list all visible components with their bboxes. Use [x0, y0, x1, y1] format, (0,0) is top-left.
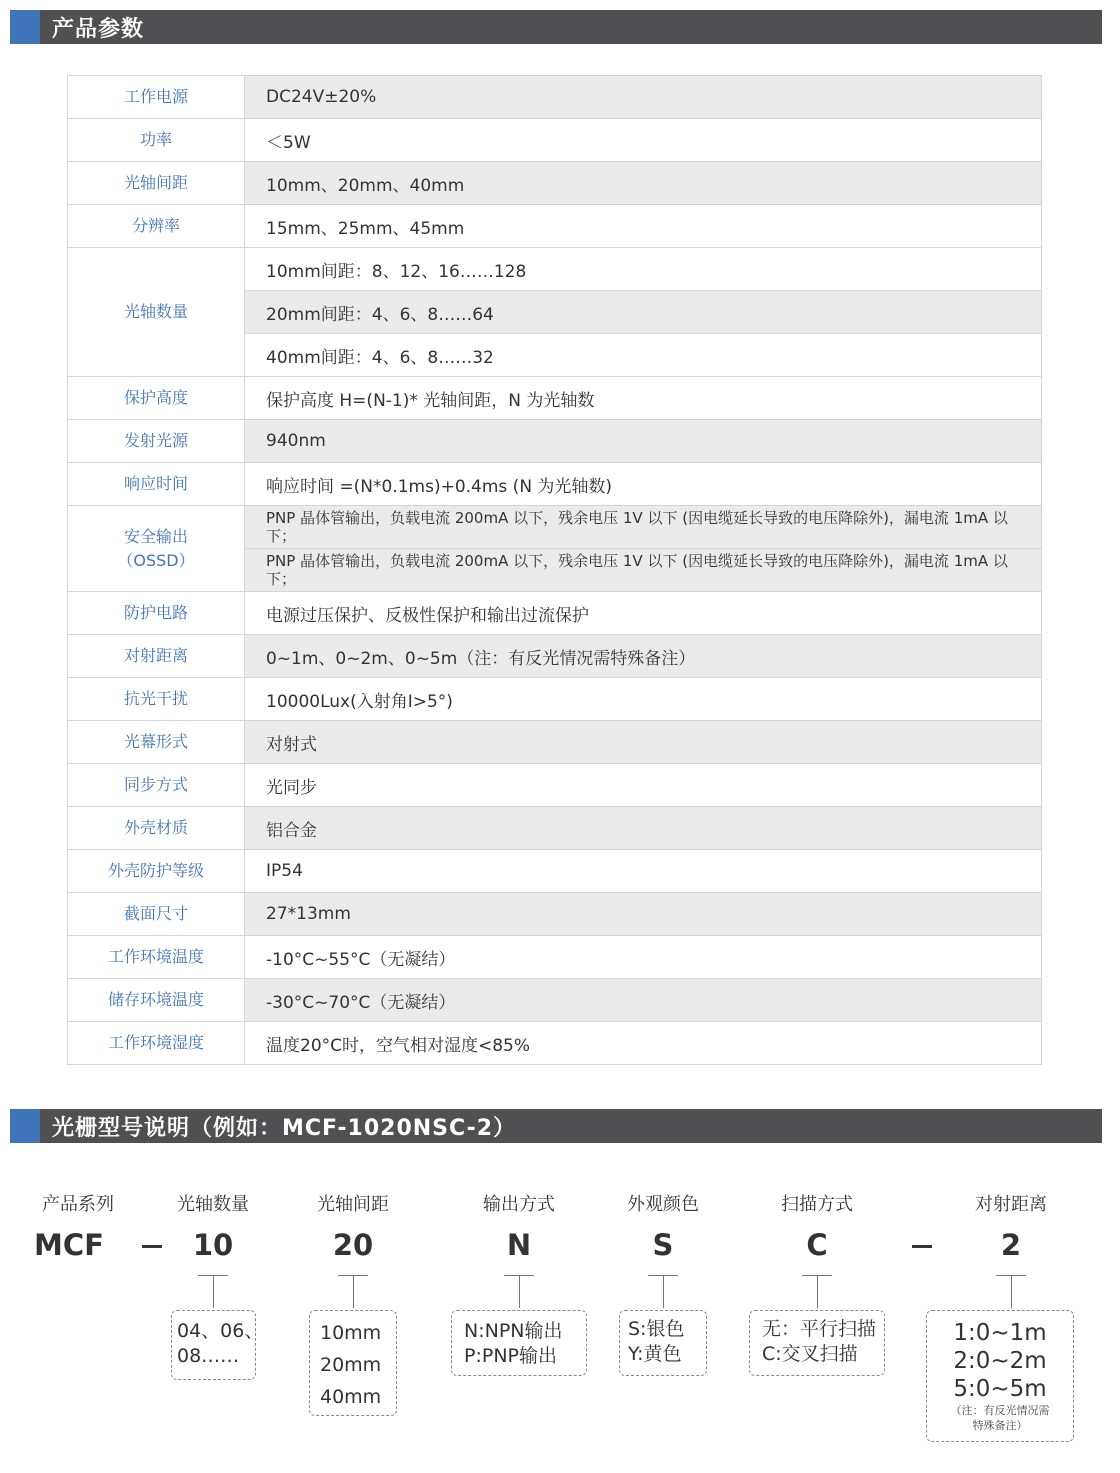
spec-value: -30°C~70°C（无凝结） — [245, 979, 1042, 1022]
category-scan: 扫描方式 — [781, 1194, 853, 1215]
header-accent — [10, 10, 40, 44]
note-line: （注：有反光情况需 — [950, 1404, 1050, 1417]
spec-row — [68, 936, 1042, 979]
option-line: Y:黄色 — [628, 1343, 682, 1365]
code-distance: 2 — [1000, 1228, 1022, 1262]
spec-value: 40mm间距：4、6、8……32 — [245, 334, 1042, 377]
spec-label-line: 安全输出 — [123, 526, 188, 546]
connector — [1011, 1276, 1012, 1308]
option-line: N:NPN输出 — [464, 1320, 563, 1342]
category-color: 外观颜色 — [627, 1194, 699, 1215]
spec-label: 光轴间距 — [68, 162, 245, 205]
option-line: 04、06、 — [177, 1320, 264, 1342]
spec-label: 外壳材质 — [68, 807, 245, 850]
spec-value: 保护高度 H=(N-1)* 光轴间距，N 为光轴数 — [245, 377, 1042, 420]
code-color: S — [652, 1228, 674, 1262]
option-line: 20mm — [320, 1354, 382, 1376]
spec-row — [68, 807, 1042, 850]
option-line: 08…… — [177, 1345, 240, 1367]
code-output: N — [506, 1228, 532, 1262]
code-axis-count: 10 — [192, 1228, 234, 1262]
options-distance — [926, 1310, 1074, 1442]
spec-value: -10°C~55°C（无凝结） — [245, 936, 1042, 979]
spec-row — [68, 592, 1042, 635]
spec-row — [68, 979, 1042, 1022]
options-axis-spacing — [309, 1310, 397, 1416]
section-title: 光栅型号说明（例如：MCF-1020NSC-2） — [52, 1115, 517, 1141]
connector — [353, 1276, 354, 1308]
category-axis-count: 光轴数量 — [177, 1194, 249, 1215]
spec-label: 工作环境湿度 — [68, 1022, 245, 1065]
connector — [663, 1276, 664, 1308]
spec-row — [68, 463, 1042, 506]
spec-value: ＜5W — [245, 119, 1042, 162]
section-title: 产品参数 — [52, 16, 145, 42]
spec-label — [68, 506, 245, 592]
option-line: 5:0~5m — [953, 1376, 1047, 1402]
spec-label-line: （OSSD） — [117, 550, 195, 570]
option-line: 2:0~2m — [953, 1348, 1047, 1374]
spec-value: PNP 晶体管输出，负载电流 200mA 以下，残余电压 1V 以下 (因电缆延长导致的电压降除外)，漏电流 1mA 以下； — [245, 549, 1042, 592]
spec-label: 同步方式 — [68, 764, 245, 807]
spec-label: 分辨率 — [68, 205, 245, 248]
section-header-model — [10, 1109, 1102, 1143]
options-scan — [749, 1310, 885, 1376]
spec-value: 20mm间距：4、6、8……64 — [245, 291, 1042, 334]
spec-label: 保护高度 — [68, 377, 245, 420]
code-scan: C — [806, 1228, 828, 1262]
spec-value: 940nm — [245, 420, 1042, 463]
spec-label: 外壳防护等级 — [68, 850, 245, 893]
code-dash — [912, 1245, 932, 1248]
spec-value: 27*13mm — [245, 893, 1042, 936]
spec-row — [68, 893, 1042, 936]
note-line: 特殊备注） — [972, 1419, 1028, 1432]
spec-label: 功率 — [68, 119, 245, 162]
spec-row — [68, 850, 1042, 893]
option-line: 无：平行扫描 — [762, 1318, 877, 1340]
spec-value: 10000Lux(入射角I>5°) — [245, 678, 1042, 721]
category-distance: 对射距离 — [975, 1194, 1047, 1215]
spec-row — [68, 721, 1042, 764]
option-line: 10mm — [320, 1322, 382, 1344]
spec-label: 发射光源 — [68, 420, 245, 463]
spec-label: 截面尺寸 — [68, 893, 245, 936]
spec-row — [68, 248, 1042, 291]
option-line: S:银色 — [628, 1318, 685, 1340]
spec-value: 铝合金 — [245, 807, 1042, 850]
code-axis-spacing: 20 — [332, 1228, 374, 1262]
spec-value: 10mm、20mm、40mm — [245, 162, 1042, 205]
spec-row — [68, 76, 1042, 119]
options-color — [619, 1310, 707, 1376]
spec-row — [68, 119, 1042, 162]
spec-value: 电源过压保护、反极性保护和输出过流保护 — [245, 592, 1042, 635]
spec-row — [68, 506, 1042, 549]
section-header-params — [10, 10, 1102, 44]
spec-row — [68, 1022, 1042, 1065]
category-axis-spacing: 光轴间距 — [317, 1194, 389, 1215]
spec-value: 对射式 — [245, 721, 1042, 764]
spec-value: 光同步 — [245, 764, 1042, 807]
header-accent — [10, 1109, 40, 1143]
spec-value: 温度20°C时，空气相对湿度<85% — [245, 1022, 1042, 1065]
spec-row — [68, 205, 1042, 248]
category-output: 输出方式 — [483, 1194, 555, 1215]
connector — [817, 1276, 818, 1308]
spec-value: IP54 — [245, 850, 1042, 893]
spec-value: 0~1m、0~2m、0~5m（注：有反光情况需特殊备注） — [245, 635, 1042, 678]
code-dash — [142, 1245, 162, 1248]
option-line: C:交叉扫描 — [762, 1343, 858, 1365]
spec-row — [68, 678, 1042, 721]
spec-value: PNP 晶体管输出，负载电流 200mA 以下，残余电压 1V 以下 (因电缆延长导致的电压降除外)，漏电流 1mA 以下； — [245, 506, 1042, 549]
spec-value: 10mm间距：8、12、16……128 — [245, 248, 1042, 291]
option-line: 1:0~1m — [953, 1320, 1047, 1346]
spec-row — [68, 635, 1042, 678]
spec-row — [68, 764, 1042, 807]
spec-label: 响应时间 — [68, 463, 245, 506]
spec-label: 光幕形式 — [68, 721, 245, 764]
spec-value: DC24V±20% — [245, 76, 1042, 119]
options-output — [451, 1310, 587, 1376]
spec-label: 对射距离 — [68, 635, 245, 678]
spec-row — [68, 420, 1042, 463]
code-series: MCF — [34, 1228, 104, 1262]
spec-label: 防护电路 — [68, 592, 245, 635]
spec-label: 光轴数量 — [68, 248, 245, 377]
spec-table — [67, 75, 1042, 1065]
connector — [519, 1276, 520, 1308]
connector — [213, 1276, 214, 1308]
category-series: 产品系列 — [42, 1194, 114, 1215]
spec-label: 抗光干扰 — [68, 678, 245, 721]
spec-label: 储存环境温度 — [68, 979, 245, 1022]
option-line: P:PNP输出 — [464, 1345, 557, 1367]
spec-value: 15mm、25mm、45mm — [245, 205, 1042, 248]
spec-row — [68, 162, 1042, 205]
spec-label: 工作电源 — [68, 76, 245, 119]
distance-note — [927, 1403, 1073, 1433]
spec-value: 响应时间 =(N*0.1ms)+0.4ms (N 为光轴数) — [245, 463, 1042, 506]
option-line: 40mm — [320, 1386, 382, 1408]
spec-row — [68, 377, 1042, 420]
options-axis-count — [171, 1310, 264, 1380]
spec-label: 工作环境温度 — [68, 936, 245, 979]
